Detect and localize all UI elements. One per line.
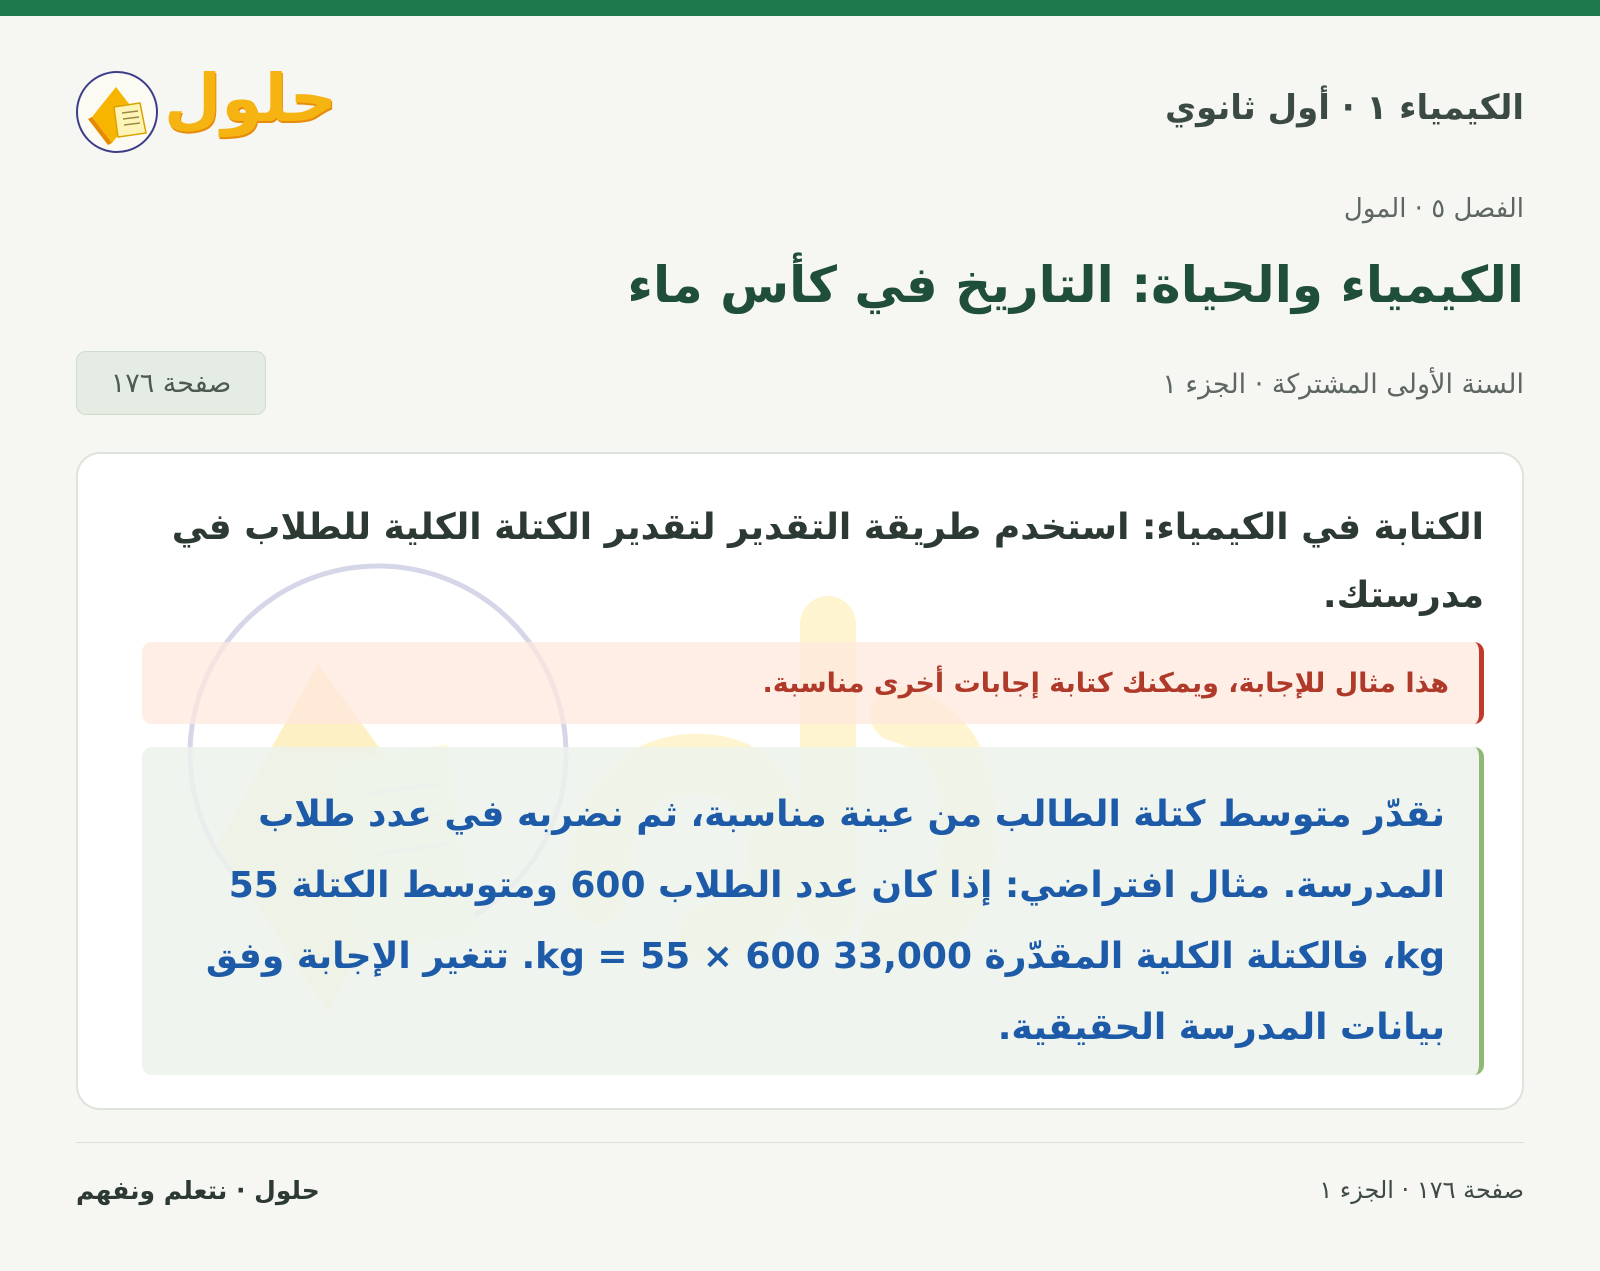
question-card (76, 452, 1524, 1110)
answer-box (142, 747, 1484, 1075)
chapter-label: الفصل ٥ · المول (1343, 194, 1524, 224)
footer-brand[interactable]: حلول · نتعلم ونفهم (76, 1176, 320, 1205)
example-note (142, 642, 1484, 724)
page (76, 16, 1524, 1205)
top-accent-bar (0, 0, 1600, 16)
answer-text: نقدّر متوسط كتلة الطالب من عينة مناسبة، ثم نضربه في عدد طلاب المدرسة. مثال افتراضي: إذا كان عدد الطلاب 600 ومتوسط الكتلة 55 kg، فالكتلة الكلية المقدّرة 33,000 kg = 55 × 600. تتغير الإجابة وفق بيانات المدرسة الحقيقية. (205, 794, 1445, 1048)
book-in-circle-icon (76, 71, 158, 153)
course-title: الكيمياء ١ · أول ثانوي (1165, 88, 1524, 128)
header (76, 16, 1524, 156)
question-text: الكتابة في الكيمياء: استخدم طريقة التقدير لتقدير الكتلة الكلية للطلاب في مدرستك. (171, 507, 1484, 616)
lesson-title: الكيمياء والحياة: التاريخ في كأس ماء (627, 256, 1524, 314)
footer-page-info: صفحة ١٧٦ · الجزء ١ (1319, 1176, 1524, 1204)
lesson-meta: السنة الأولى المشتركة · الجزء ١ (1162, 369, 1524, 400)
site-logo[interactable] (76, 56, 336, 166)
page-badge: صفحة ١٧٦ (76, 351, 266, 415)
logo-wordmark: حلول (164, 60, 338, 137)
lesson-meta-row (76, 351, 1524, 415)
example-note-text: هذا مثال للإجابة، ويمكنك كتابة إجابات أخرى مناسبة. (762, 667, 1449, 699)
footer-divider (76, 1142, 1524, 1143)
